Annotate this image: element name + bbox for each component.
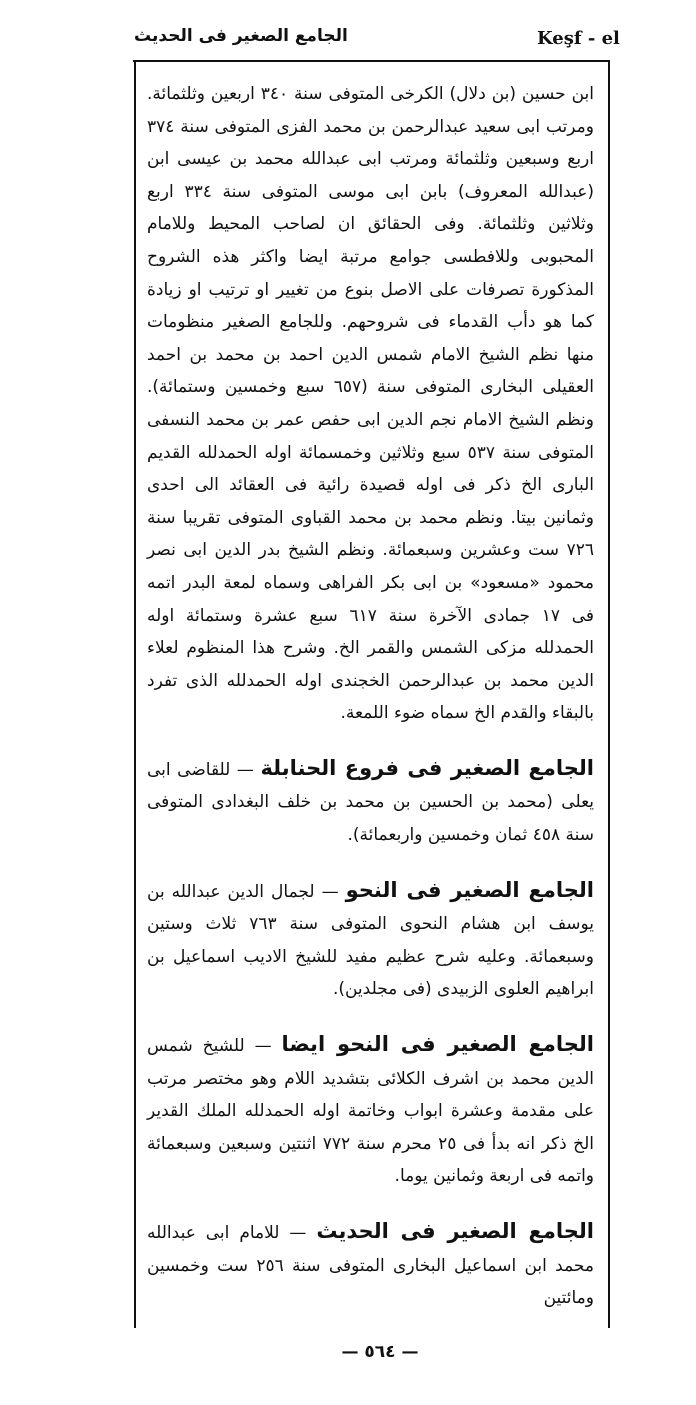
entry-text: — لجمال الدين عبدالله بن يوسف ابن هشام النحوى المتوفى سنة ٧٦٣ ثلاث وستين وسبعمائة. وعليه شرح عظيم مفيد للشيخ الاديب اسماعيل بن ابراهيم العلوى الزبيدى (فى مجلدين). bbox=[147, 881, 595, 1000]
entry-hanabila bbox=[147, 752, 594, 852]
entry-text: — للامام ابى عبدالله محمد ابن اسماعيل البخارى المتوفى سنة ٢٥٦ ست وخمسين ومائتين bbox=[147, 1223, 595, 1309]
entry-heading: الجامع الصغير فى فروع الحنابلة bbox=[260, 755, 595, 780]
entry-heading: الجامع الصغير فى النحو bbox=[345, 877, 594, 902]
entry-nahw-also bbox=[147, 1028, 594, 1193]
entry-heading: الجامع الصغير فى الحديث bbox=[316, 1219, 594, 1243]
header-running-title-arabic: الجامع الصغير فى الحديث bbox=[134, 26, 348, 46]
page-number: — ٥٦٤ — bbox=[341, 1342, 419, 1362]
header-running-title-latin: Keşf - el bbox=[537, 28, 620, 49]
right-column-border bbox=[608, 60, 610, 1328]
left-column-border bbox=[134, 60, 136, 1328]
continuation-paragraph: ابن حسين (بن دلال) الكرخى المتوفى سنة ٣٤٠ اربعين وثلثمائة. ومرتب ابى سعيد عبدالرحمن بن محمد الفزى المتوفى سنة ٣٧٤ اربع وسبعين وثلثمائة ومرتب ابى عبدالله محمد بن عيسى ابن (عبدالله المعروف) بابن ابى موسى المتوفى سنة ٣٣٤ اربع وثلاثين وثلثمائة. وفى الحقائق ان لصاحب المحيط وللامام المحبوبى وللافطسى جوامع مرتبة ايضا واكثر هذه الشروح المذكورة تصرفات على الاصل بنوع من تغيير او ترتيب او زيادة كما هو دأب القدماء فى شروحهم. وللجامع الصغير منظومات منها نظم الشيخ الامام شمس الدين احمد بن محمد بن احمد العقيلى البخارى المتوفى سنة (٦٥٧ سبع وخمسين وستمائة). ونظم الشيخ الامام نجم الدين ابى حفص عمر بن محمد النسفى المتوفى سنة ٥٣٧ سبع وثلاثين وخمسمائة اوله الحمدلله القديم البارى الخ ذكر فى اوله قصيدة رائية فى العقائد الى احدى وثمانين بيتا. ونظم محمد بن محمد القباوى المتوفى تقريبا سنة ٧٢٦ ست وعشرين وسبعمائة. ونظم الشيخ بدر الدين ابى نصر محمود «مسعود» بن ابى بكر الفراهى وسماه لمعة البدر اتمه فى ١٧ جمادى الآخرة سنة ٦١٧ سبع عشرة وستمائة اوله الحمدلله مزكى الشمس والقمر الخ. وشرح هذا المنظوم لعلاء الدين محمد بن عبدالرحمن الخجندى اوله الحمدلله الذى تفرد بالبقاء والقدم الخ سماه ضوء اللمعة. bbox=[147, 84, 595, 724]
entry-text: — للقاضى ابى يعلى (محمد بن الحسين بن محمد بن خلف البغدادى المتوفى سنة ٤٥٨ ثمان وخمسين واربعمائة). bbox=[147, 759, 594, 846]
entry-nahw bbox=[147, 874, 594, 1006]
entry-text: — للشيخ شمس الدين محمد بن اشرف الكلائى بتشديد اللام وهو مختصر مرتب على مقدمة وعشرة ابواب وخاتمة اوله الحمدلله الملك القدير الخ ذكر انه بدأ فى ٢٥ محرم سنة ٧٧٢ اثنتين وسبعين وسبعمائة واتمه فى اربعة وثمانين يوما. bbox=[147, 1036, 595, 1187]
entry-heading: الجامع الصغير فى النحو ايضا bbox=[281, 1032, 594, 1057]
main-text-column bbox=[147, 78, 594, 1315]
header-rule bbox=[133, 60, 610, 62]
entry-hadith bbox=[147, 1215, 594, 1315]
